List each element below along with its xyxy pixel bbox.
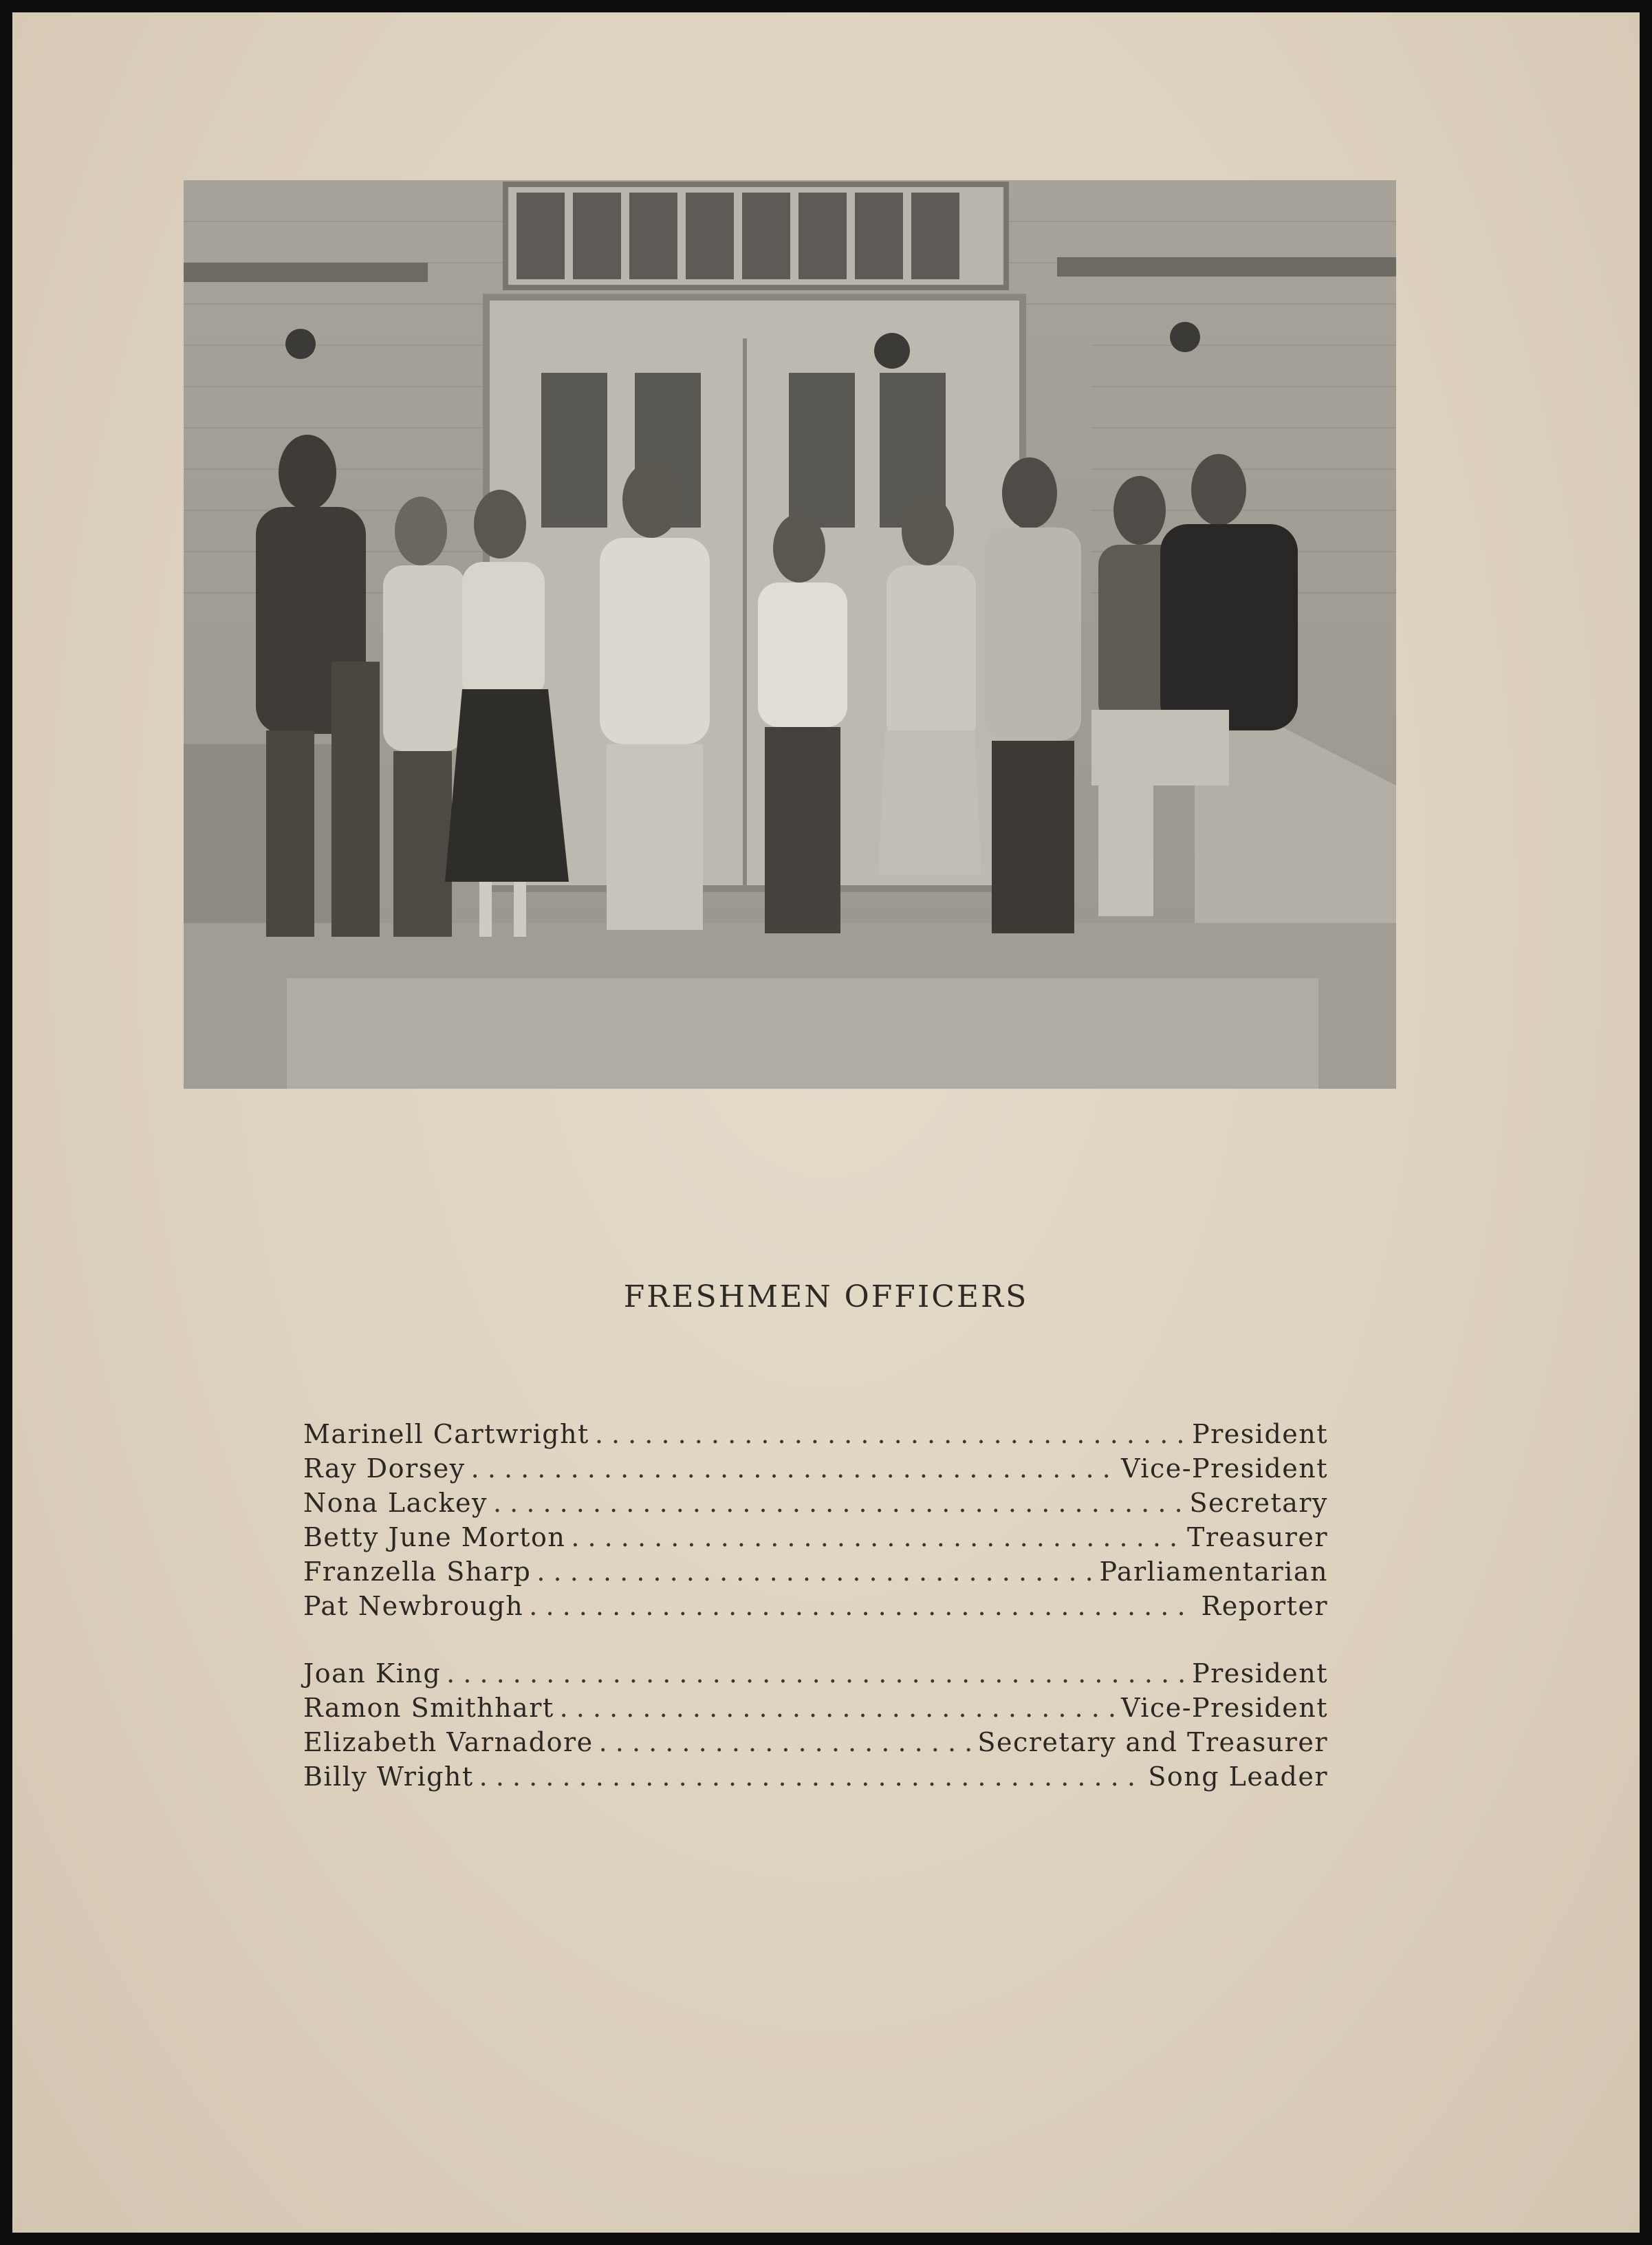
officer-role: Secretary [1189,1488,1328,1518]
officer-role: Vice-President [1121,1453,1328,1484]
officer-name: Nona Lackey [303,1488,488,1518]
officer-row [303,1761,1328,1796]
officer-list-first [303,1419,1328,1625]
officer-row [303,1419,1328,1453]
officer-role: Song Leader [1148,1761,1328,1792]
officer-role: President [1192,1658,1328,1689]
officer-row [303,1693,1328,1727]
dot-leader [536,1557,1094,1587]
officer-list-second [303,1658,1328,1796]
dot-leader [571,1522,1182,1552]
officer-row [303,1591,1328,1625]
officer-name: Elizabeth Varnadore [303,1727,594,1757]
officer-name: Joan King [303,1658,442,1689]
page-title: FRESHMEN OFFICERS [623,1279,1029,1314]
officer-role: Treasurer [1187,1522,1328,1552]
dot-leader [446,1658,1186,1689]
officer-name: Ramon Smithhart [303,1693,554,1723]
dot-leader [560,1693,1116,1723]
officer-name: Betty June Morton [303,1522,566,1552]
officer-role: Vice-President [1121,1693,1328,1723]
officer-role: Parliamentarian [1099,1557,1328,1587]
dot-leader [493,1488,1184,1518]
group-photo [184,180,1396,1089]
dot-leader [479,1761,1143,1792]
officer-name: Ray Dorsey [303,1453,466,1484]
officer-name: Billy Wright [303,1761,474,1792]
officer-row [303,1488,1328,1522]
dot-leader [529,1591,1195,1621]
officer-row [303,1522,1328,1557]
yearbook-page [12,12,1640,2233]
officer-role: Secretary and Treasurer [977,1727,1328,1757]
officer-name: Pat Newbrough [303,1591,524,1621]
officer-name: Franzella Sharp [303,1557,532,1587]
dot-leader [599,1727,972,1757]
officer-row [303,1557,1328,1591]
officer-role: President [1192,1419,1328,1449]
dot-leader [471,1453,1116,1484]
officer-row [303,1727,1328,1761]
officer-role: Reporter [1201,1591,1328,1621]
dot-leader [595,1419,1186,1449]
officer-name: Marinell Cartwright [303,1419,589,1449]
officer-row [303,1453,1328,1488]
officer-row [303,1658,1328,1693]
